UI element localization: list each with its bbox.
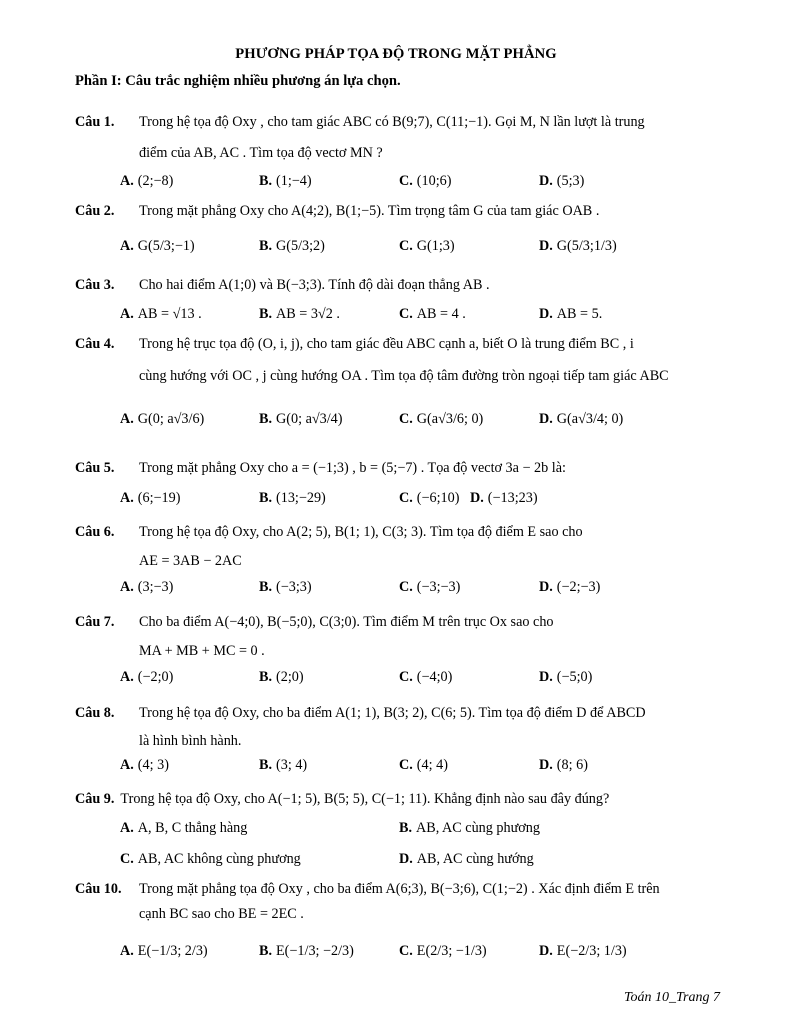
option-letter: C. [120, 851, 134, 867]
option-letter: B. [259, 579, 273, 595]
question-label: Câu 2. [75, 203, 115, 219]
option-letter: C. [399, 943, 413, 959]
option-letter: D. [539, 238, 553, 254]
option-letter: A. [120, 490, 134, 506]
question-6 [75, 524, 583, 541]
question-label: Câu 6. [75, 524, 115, 540]
option-b: B. G(5/3;2) [259, 238, 325, 254]
question-label: Câu 5. [75, 460, 115, 476]
option-c: C. (−3;−3) [399, 579, 461, 595]
question-text-cont: AE = 3AB − 2AC [139, 553, 242, 569]
question-label: Câu 4. [75, 336, 115, 352]
option-c: C. AB = 4 . [399, 306, 466, 322]
option-letter: B. [259, 306, 273, 322]
question-text: Trong mặt phẳng Oxy cho a = (−1;3) , b = (5;−7) . Tọa độ vectơ 3a − 2b là: [139, 460, 566, 476]
question-label: Câu 1. [75, 114, 115, 130]
option-letter: A. [120, 173, 134, 189]
option-c: C. E(2/3; −1/3) [399, 943, 487, 959]
option-letter: B. [259, 238, 273, 254]
question-2 [75, 203, 599, 220]
question-text-cont: cạnh BC sao cho BE = 2EC . [139, 906, 304, 922]
option-letter: C. [399, 669, 413, 685]
option-letter: A. [120, 238, 134, 254]
option-d: D. AB, AC cùng hướng [399, 851, 534, 867]
question-text: Trong hệ tọa độ Oxy, cho A(2; 5), B(1; 1), C(3; 3). Tìm tọa độ điểm E sao cho [139, 524, 583, 540]
option-b: B. G(0; a√3/4) [259, 411, 343, 427]
option-letter: A. [120, 943, 134, 959]
question-text: Trong mặt phẳng Oxy cho A(4;2), B(1;−5). Tìm trọng tâm G của tam giác OAB . [139, 203, 600, 219]
option-b: B. AB, AC cùng phương [399, 820, 540, 836]
question-label: Câu 8. [75, 705, 115, 721]
question-text: Cho ba điểm A(−4;0), B(−5;0), C(3;0). Tìm điểm M trên trục Ox sao cho [139, 614, 554, 630]
option-d: D. G(a√3/4; 0) [539, 411, 624, 427]
option-b: B. (2;0) [259, 669, 304, 685]
option-letter: C. [399, 757, 413, 773]
option-letter: B. [259, 669, 273, 685]
option-letter: B. [259, 490, 273, 506]
question-text: Trong mặt phẳng tọa độ Oxy , cho ba điểm A(6;3), B(−3;6), C(1;−2) . Xác định điểm E trên [139, 881, 660, 897]
question-label: Câu 7. [75, 614, 115, 630]
option-letter: C. [399, 411, 413, 427]
option-d: D. (5;3) [539, 173, 585, 189]
option-d: D. G(5/3;1/3) [539, 238, 617, 254]
option-letter: C. [399, 490, 413, 506]
question-text: Trong hệ tọa độ Oxy, cho ba điểm A(1; 1), B(3; 2), C(6; 5). Tìm tọa độ điểm D để ABCD [139, 705, 646, 721]
option-c: C. G(1;3) [399, 238, 455, 254]
question-text-cont: là hình bình hành. [139, 733, 242, 749]
option-b: B. (1;−4) [259, 173, 312, 189]
option-letter: D. [539, 411, 553, 427]
option-letter: D. [539, 173, 553, 189]
option-a: A. (3;−3) [120, 579, 174, 595]
question-label: Câu 10. [75, 881, 122, 897]
part-title: Phần I: Câu trắc nghiệm nhiều phương án lựa chọn. [75, 73, 401, 89]
option-letter: A. [120, 579, 134, 595]
option-b: B. (−3;3) [259, 579, 312, 595]
option-letter: C. [399, 579, 413, 595]
question-8 [75, 705, 646, 722]
question-label: Câu 9. [75, 791, 115, 807]
option-letter: D. [539, 757, 553, 773]
option-letter: B. [259, 173, 273, 189]
option-letter: B. [399, 820, 413, 836]
option-c: C. (−4;0) [399, 669, 453, 685]
option-letter: A. [120, 820, 134, 836]
option-letter: C. [399, 306, 413, 322]
option-d: D. (8; 6) [539, 757, 588, 773]
question-text: Cho hai điểm A(1;0) và B(−3;3). Tính độ dài đoạn thẳng AB . [139, 277, 490, 293]
question-text-cont: MA + MB + MC = 0 . [139, 643, 265, 659]
option-a: A. (−2;0) [120, 669, 174, 685]
page-footer: Toán 10_Trang 7 [624, 990, 720, 1005]
option-a: A. G(0; a√3/6) [120, 411, 205, 427]
option-d: D. (−5;0) [539, 669, 593, 685]
option-letter: D. [539, 943, 553, 959]
option-letter: A. [120, 757, 134, 773]
question-text-cont: cùng hướng với OC , j cùng hướng OA . Tìm tọa độ tâm đường tròn ngoại tiếp tam giác ABC [139, 368, 669, 384]
page-title: PHƯƠNG PHÁP TỌA ĐỘ TRONG MẶT PHẲNG [235, 46, 557, 62]
question-9 [75, 791, 609, 808]
option-a: A. AB = √13 . [120, 306, 202, 322]
option-letter: A. [120, 669, 134, 685]
option-d: D. E(−2/3; 1/3) [539, 943, 627, 959]
option-letter: D. [539, 669, 553, 685]
option-d: D. AB = 5. [539, 306, 603, 322]
question-1 [75, 114, 645, 131]
option-letter: A. [120, 306, 134, 322]
option-c: C. AB, AC không cùng phương [120, 851, 301, 867]
question-7 [75, 614, 554, 631]
question-4 [75, 336, 634, 353]
option-d: D. (−13;23) [470, 490, 538, 506]
option-letter: D. [539, 306, 553, 322]
option-b: B. (3; 4) [259, 757, 308, 773]
question-10 [75, 881, 660, 898]
option-letter: C. [399, 238, 413, 254]
option-letter: A. [120, 411, 134, 427]
option-letter: B. [259, 943, 273, 959]
option-a: A. G(5/3;−1) [120, 238, 195, 254]
question-label: Câu 3. [75, 277, 115, 293]
option-letter: B. [259, 757, 273, 773]
option-a: A. (6;−19) [120, 490, 181, 506]
question-text-cont: điểm của AB, AC . Tìm tọa độ vectơ MN ? [139, 145, 383, 161]
option-a: A. (2;−8) [120, 173, 174, 189]
option-d: D. (−2;−3) [539, 579, 601, 595]
option-c: C. G(a√3/6; 0) [399, 411, 484, 427]
question-text: Trong hệ tọa độ Oxy, cho A(−1; 5), B(5; 5), C(−1; 11). Khẳng định nào sau đây đúng? [120, 791, 610, 807]
option-a: A. A, B, C thẳng hàng [120, 820, 248, 836]
option-letter: D. [399, 851, 413, 867]
option-b: B. E(−1/3; −2/3) [259, 943, 354, 959]
option-a: A. E(−1/3; 2/3) [120, 943, 208, 959]
option-c: C. (4; 4) [399, 757, 448, 773]
option-letter: D. [470, 490, 484, 506]
option-c: C. (10;6) [399, 173, 452, 189]
question-text: Trong hệ trục tọa độ (O, i, j), cho tam giác đều ABC cạnh a, biết O là trung điểm BC , i [139, 336, 634, 352]
question-text: Trong hệ tọa độ Oxy , cho tam giác ABC có B(9;7), C(11;−1). Gọi M, N lần lượt là trung [139, 114, 645, 130]
option-letter: D. [539, 579, 553, 595]
option-b: B. (13;−29) [259, 490, 326, 506]
option-a: A. (4; 3) [120, 757, 169, 773]
option-b: B. AB = 3√2 . [259, 306, 340, 322]
option-letter: C. [399, 173, 413, 189]
option-c: C. (−6;10) [399, 490, 460, 506]
question-5 [75, 460, 566, 477]
option-letter: B. [259, 411, 273, 427]
question-3 [75, 277, 490, 294]
